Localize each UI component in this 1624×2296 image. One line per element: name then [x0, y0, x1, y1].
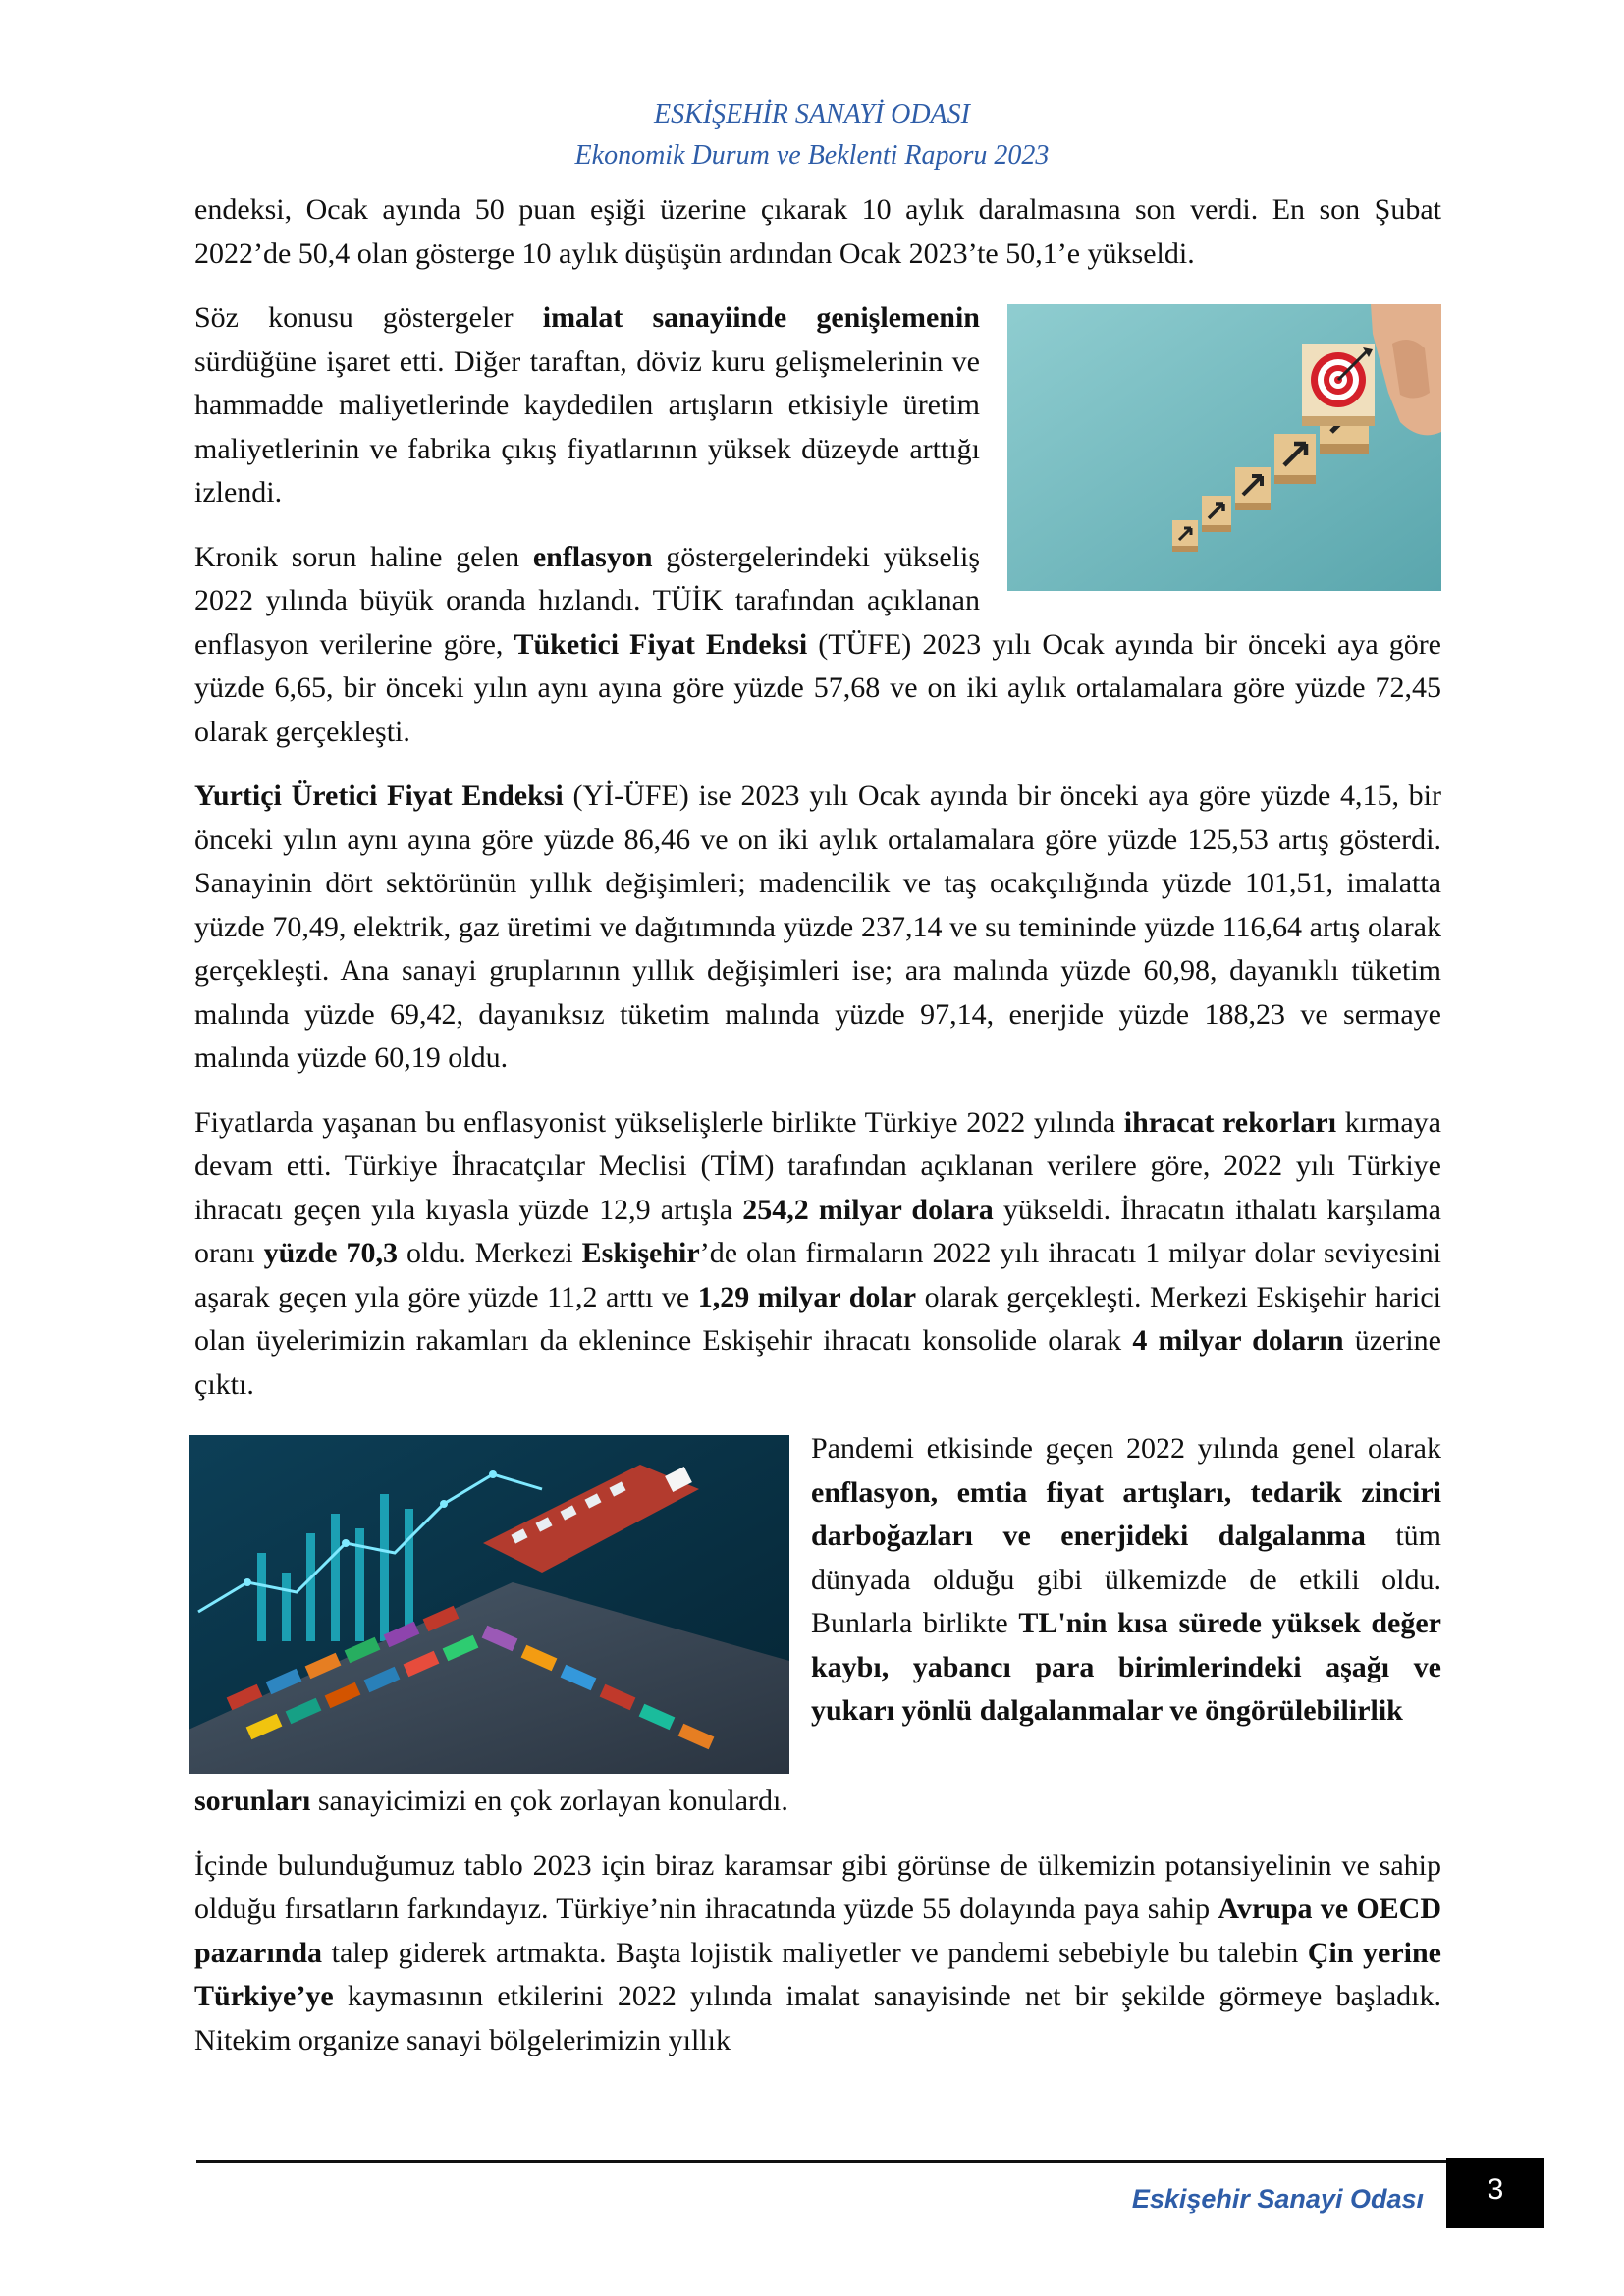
paragraph-export: Fiyatlarda yaşanan bu enflasyonist yükselişlerle birlikte Türkiye 2022 yılında ihracat rekorları kırmaya devam etti. Türkiye İhracatçılar Meclisi (TİM) tarafından açıklanan verilere göre, 2022 yılı Türkiye ihracatı geçen yıla kıyasla yüzde 12,9 artışla 254,2 milyar dolara yükseldi. İhracatın ithalatı karşılama oranı yüzde 70,3 oldu. Merkezi Eskişehir’de olan firmaların 2022 yılı ihracatı 1 milyar dolar seviyesini aşarak geçen yıla göre yüzde 11,2 arttı ve 1,29 milyar dolar olarak gerçekleşti. Merkezi Eskişehir harici olan üyelerimizin rakamları da eklenince Eskişehir ihracatı konsolide olarak 4 milyar doların üzerine çıktı. [194, 1105, 1442, 1401]
header-org-title: ESKİŞEHİR SANAYİ ODASI [654, 99, 970, 130]
paragraph-pmi: endeksi, Ocak ayında 50 puan eşiği üzerine çıkarak 10 aylık daralmasına son verdi. En son Şubat 2022’de 50,4 olan gösterge 10 aylık düşüşün ardından Ocak 2023’te 50,1’e yükseldi. [194, 193, 1441, 270]
document-body [194, 188, 1441, 2083]
footer-divider [196, 2160, 1446, 2163]
growth-blocks-photo [1007, 304, 1441, 591]
paragraph-challenges-end: sorunları sanayicimizi en çok zorlayan konulardı. [194, 1785, 788, 1817]
paragraph-indicators: Söz konusu göstergeler imalat sanayiinde genişlemenin sürdüğüne işaret etti. Diğer taraftan, döviz kuru gelişmelerinin ve hammadde maliyetlerinde kaydedilen artışların etkisiyle üretim maliyetlerinin ve fabrika çıkış fiyatlarının yüksek düzeyde arttığı izlendi. [194, 301, 980, 508]
paragraph-challenges: Pandemi etkisinde geçen 2022 yılında genel olarak enflasyon, emtia fiyat artışları, tedarik zinciri darboğazları ve enerjideki dalgalanma tüm dünyada olduğu gibi ülkemizde de etkili oldu. Bunlarla birlikte TL'nin kısa sürede yüksek değer kaybı, yabancı para birimlerindeki aşağı ve yukarı yönlü dalgalanmalar ve öngörülebilirlik [811, 1432, 1442, 1727]
paragraph-tufe: Kronik sorun haline gelen enflasyon göstergelerindeki yükseliş 2022 yılında büyük oranda hızlandı. TÜİK tarafından açıklanan enflasyon verilerine göre, Tüketici Fiyat Endeksi (TÜFE) 2023 yılı Ocak ayında bir önceki aya göre yüzde 6,65, bir önceki yılın aynı ayına göre yüzde 57,68 ve on iki aylık ortalamalara göre yüzde 72,45 olarak gerçekleşti. [194, 540, 1441, 748]
page-header [0, 94, 1624, 177]
paragraph-ufe: Yurtiçi Üretici Fiyat Endeksi (Yİ-ÜFE) ise 2023 yılı Ocak ayında bir önceki aya göre yüzde 4,15, bir önceki yılın aynı ayına göre yüzde 86,46 ve on iki aylık ortalamalara göre yüzde 125,53 artış gösterdi. Sanayinin dört sektörünün yıllık değişimleri; madencilik ve taş ocakçılığında yüzde 101,51, imalatta yüzde 70,49, elektrik, gaz üretimi ve dağıtımında yüzde 237,14 ve su temininde yüzde 116,64 artış olarak gerçekleşti. Ana sanayi gruplarının yıllık değişimleri ise; ara malında yüzde 60,98, dayanıklı tüketim malında yüzde 69,42, dayanıksız tüketim malında yüzde 97,14, enerjide yüzde 188,23 ve sermaye malında yüzde 60,19 oldu. [194, 779, 1442, 1074]
header-report-title: Ekonomik Durum ve Beklenti Raporu 2023 [574, 140, 1050, 171]
page-number: 3 [1446, 2158, 1544, 2228]
footer-org-name: Eskişehir Sanayi Odası [1131, 2184, 1424, 2214]
port-containers-photo [189, 1435, 789, 1774]
paragraph-outlook: İçinde bulunduğumuz tablo 2023 için biraz karamsar gibi görünse de ülkemizin potansiyelinin ve sahip olduğu fırsatların farkındayız. Türkiye’nin ihracatında yüzde 55 dolayında paya sahip Avrupa ve OECD pazarında talep giderek artmakta. Başta lojistik maliyetler ve pandemi sebebiyle bu talebin Çin yerine Türkiye’ye kaymasının etkilerini 2022 yılında imalat sanayisinde net bir şekilde görmeye başladık. Nitekim organize sanayi bölgelerimizin yıllık [194, 1848, 1441, 2056]
